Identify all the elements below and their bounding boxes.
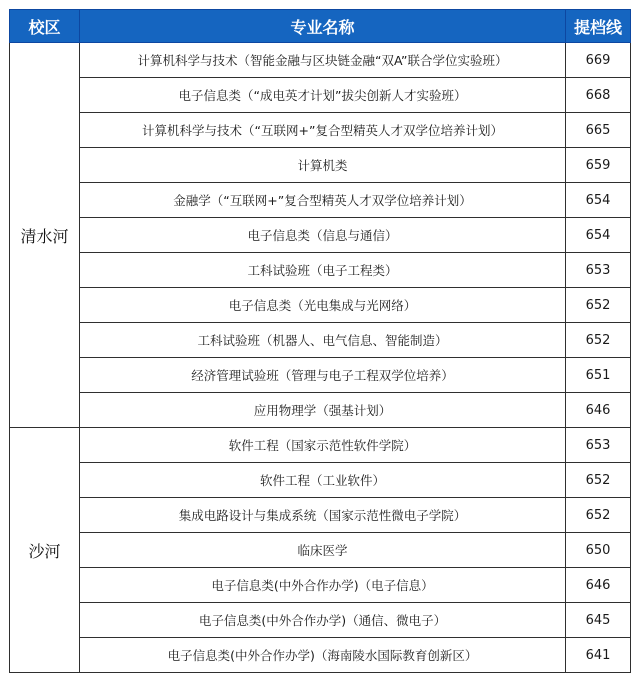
major-cell: 软件工程（工业软件） — [80, 463, 566, 498]
table-row — [10, 463, 631, 498]
score-cell: 665 — [566, 113, 631, 148]
table-row — [10, 638, 631, 673]
admission-score-table — [9, 9, 631, 673]
score-cell: 650 — [566, 533, 631, 568]
score-cell: 669 — [566, 43, 631, 78]
score-cell: 659 — [566, 148, 631, 183]
table-row — [10, 428, 631, 463]
major-cell: 工科试验班（电子工程类） — [80, 253, 566, 288]
table-row — [10, 78, 631, 113]
score-cell: 654 — [566, 183, 631, 218]
score-cell: 653 — [566, 428, 631, 463]
header-campus: 校区 — [10, 10, 80, 43]
major-cell: 临床医学 — [80, 533, 566, 568]
score-cell: 646 — [566, 393, 631, 428]
score-cell: 652 — [566, 498, 631, 533]
campus-cell-shahe: 沙河 — [10, 428, 80, 673]
score-cell: 651 — [566, 358, 631, 393]
major-cell: 电子信息类（信息与通信） — [80, 218, 566, 253]
score-cell: 668 — [566, 78, 631, 113]
header-major-name: 专业名称 — [80, 10, 566, 43]
header-score-line: 提档线 — [566, 10, 631, 43]
score-cell: 653 — [566, 253, 631, 288]
major-cell: 电子信息类（光电集成与光网络） — [80, 288, 566, 323]
table-row — [10, 288, 631, 323]
admission-score-table-container — [9, 9, 630, 676]
major-cell: 电子信息类(中外合作办学)（电子信息） — [80, 568, 566, 603]
major-cell: 计算机科学与技术（“互联网+”复合型精英人才双学位培养计划） — [80, 113, 566, 148]
score-cell: 654 — [566, 218, 631, 253]
table-row — [10, 183, 631, 218]
major-cell: 金融学（“互联网+”复合型精英人才双学位培养计划） — [80, 183, 566, 218]
table-row — [10, 323, 631, 358]
campus-cell-qingshuihe: 清水河 — [10, 43, 80, 428]
major-cell: 电子信息类(中外合作办学)（通信、微电子） — [80, 603, 566, 638]
table-row — [10, 568, 631, 603]
table-row — [10, 498, 631, 533]
table-body — [10, 43, 631, 673]
major-cell: 集成电路设计与集成系统（国家示范性微电子学院） — [80, 498, 566, 533]
major-cell: 计算机科学与技术（智能金融与区块链金融“双A”联合学位实验班） — [80, 43, 566, 78]
major-cell: 应用物理学（强基计划） — [80, 393, 566, 428]
major-cell: 电子信息类（“成电英才计划”拔尖创新人才实验班） — [80, 78, 566, 113]
major-cell: 计算机类 — [80, 148, 566, 183]
table-row — [10, 43, 631, 78]
table-row — [10, 533, 631, 568]
score-cell: 652 — [566, 323, 631, 358]
table-row — [10, 393, 631, 428]
table-row — [10, 358, 631, 393]
score-cell: 645 — [566, 603, 631, 638]
major-cell: 工科试验班（机器人、电气信息、智能制造） — [80, 323, 566, 358]
major-cell: 经济管理试验班（管理与电子工程双学位培养） — [80, 358, 566, 393]
score-cell: 646 — [566, 568, 631, 603]
table-row — [10, 218, 631, 253]
score-cell: 652 — [566, 463, 631, 498]
table-row — [10, 113, 631, 148]
major-cell: 软件工程（国家示范性软件学院） — [80, 428, 566, 463]
score-cell: 641 — [566, 638, 631, 673]
table-header-row — [10, 10, 631, 43]
table-row — [10, 603, 631, 638]
table-row — [10, 148, 631, 183]
table-row — [10, 253, 631, 288]
major-cell: 电子信息类(中外合作办学)（海南陵水国际教育创新区） — [80, 638, 566, 673]
score-cell: 652 — [566, 288, 631, 323]
